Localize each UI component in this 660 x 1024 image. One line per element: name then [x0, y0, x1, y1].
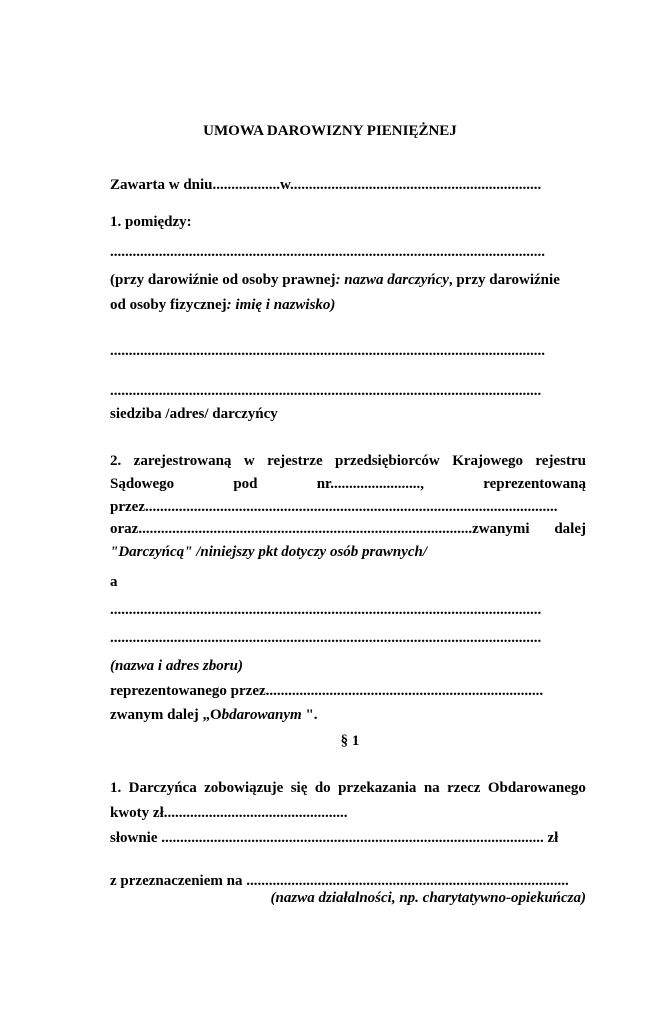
- note-text: , przy darowiźnie: [448, 272, 560, 288]
- between-heading: 1. pomiędzy:: [110, 214, 192, 230]
- word: Krajowego: [452, 453, 523, 469]
- note-text: (przy darowiźnie od osoby prawnej: [110, 272, 336, 288]
- word: 2.: [110, 453, 122, 469]
- note-italic: : imię i nazwisko): [226, 297, 336, 313]
- word: na: [423, 780, 440, 796]
- word: rejestru: [535, 453, 586, 469]
- donor-note-line-2: [110, 296, 335, 314]
- donor-address-dots-1: ....................................................................................................................: [110, 343, 545, 359]
- word: przedsiębiorców: [335, 453, 440, 469]
- word: Obdarowanego: [487, 780, 586, 796]
- word: reprezentowaną: [483, 476, 586, 492]
- word: Sądowego: [110, 476, 175, 492]
- note-italic: : nazwa darczyńcy: [335, 272, 449, 288]
- donor-name-dots: ....................................................................................................................: [110, 244, 545, 260]
- registration-line-1: [110, 452, 586, 470]
- word: się: [290, 780, 308, 796]
- called-text: ".: [301, 707, 318, 723]
- concluded-line: Zawarta w dniu..................w...................................................................: [110, 177, 542, 193]
- registration-line-3: przez..............................................................................................................: [110, 499, 558, 515]
- recipient-dots-1: ...................................................................................................................: [110, 602, 542, 618]
- called-text: zwanym dalej „O: [110, 707, 222, 723]
- word: przekazania: [338, 780, 417, 796]
- word: oraz.........................................................................................zwanymi: [110, 521, 530, 537]
- paragraph1-line-1: [110, 779, 586, 797]
- word: dalej: [554, 521, 586, 537]
- document-title: UMOWA DAROWIZNY PIENIĘŻNEJ: [203, 123, 457, 139]
- word: zarejestrowaną: [133, 453, 232, 469]
- word: w: [243, 453, 255, 469]
- paragraph1-purpose-line: z przeznaczeniem na ......................................................................................: [110, 873, 569, 889]
- donor-note-line-1: [110, 271, 586, 289]
- paragraph1-purpose-note: (nazwa działalności, np. charytatywno-opiekuńcza): [270, 890, 586, 906]
- called-italic: bdarowanym: [221, 707, 302, 723]
- word: nr........................,: [316, 476, 425, 492]
- note-text: od osoby fizycznej: [110, 297, 227, 313]
- conjunction-a: a: [110, 574, 118, 590]
- donor-seat-label: siedziba /adres/ darczyńcy: [110, 406, 278, 422]
- registration-line-2: [110, 475, 586, 493]
- word: Darczyńca: [128, 780, 197, 796]
- word: rejestrze: [267, 453, 323, 469]
- called-recipient-line: [110, 706, 318, 724]
- recipient-note: (nazwa i adres zboru): [110, 658, 243, 674]
- recipient-dots-2: ...................................................................................................................: [110, 630, 542, 646]
- word: do: [314, 780, 331, 796]
- word: zobowiązuje: [204, 780, 284, 796]
- represented-by-line: reprezentowanego przez..........................................................................: [110, 683, 544, 699]
- word: rzecz: [447, 780, 481, 796]
- word: pod: [233, 476, 258, 492]
- paragraph1-amount-line: kwoty zł.................................................: [110, 805, 348, 821]
- registration-line-4: [110, 520, 586, 538]
- donor-address-dots-2: ...................................................................................................................: [110, 383, 542, 399]
- paragraph-heading: § 1: [340, 733, 360, 749]
- registration-line-5: "Darczyńcą" /niniejszy pkt dotyczy osób prawnych/: [110, 544, 428, 560]
- word: 1.: [110, 780, 122, 796]
- paragraph1-words-line: słownie ...................................................................................................... zł: [110, 830, 559, 846]
